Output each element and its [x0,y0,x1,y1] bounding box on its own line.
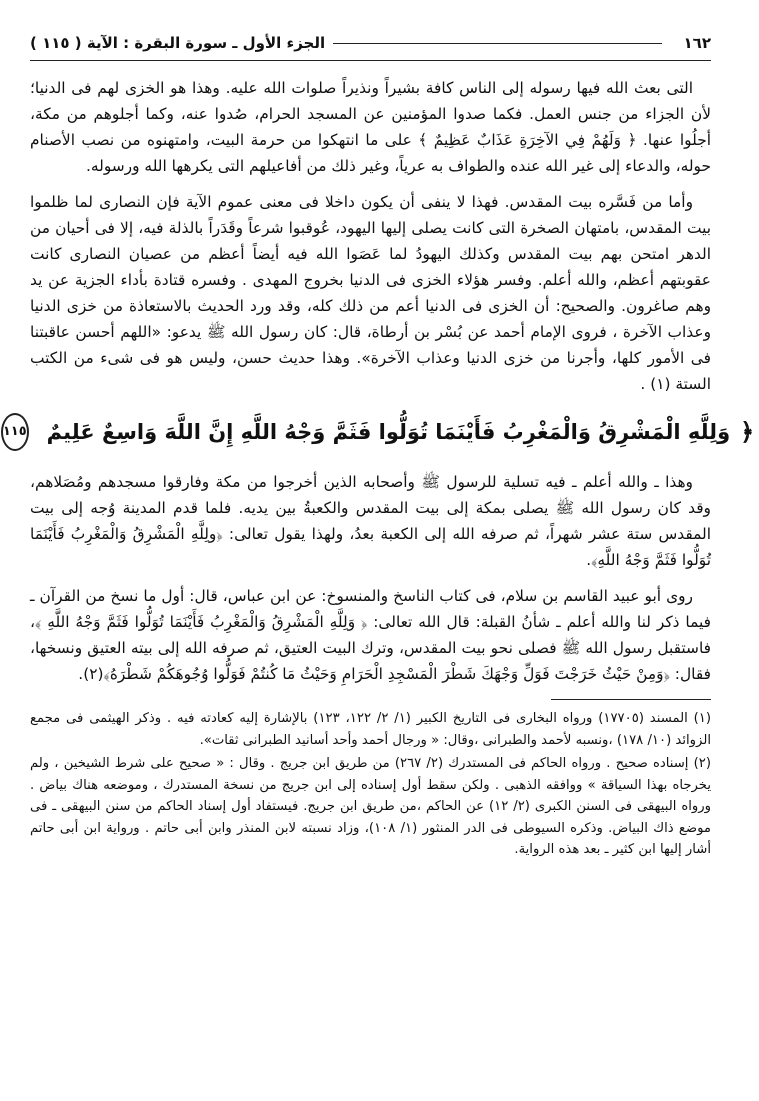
running-header [30,30,711,61]
ayah-open-bracket: ﴿ [740,418,755,446]
footnote-separator [551,699,711,700]
main-text [2,75,755,687]
paragraph: روى أبو عبيد القاسم بن سلام، فى كتاب الناسخ والمنسوخ: عن ابن عباس، قال: أول ما نسخ من القرآن ـ فيما ذكر لنا والله أعلم ـ شأنُ القبلة: قال الله تعالى: ﴿ وَلِلَّهِ الْمَشْرِقُ وَالْمَغْرِبُ فَأَيْنَمَا تُوَلُّوا فَثَمَّ وَجْهُ اللَّهِ ﴾، فاستقبل رسول الله ﷺ فصلى نحو بيت المقدس، وترك البيت العتيق، ثم صرفه الله إلى بيته العتيق ونسخها، فقال: ﴿وَمِنْ حَيْثُ خَرَجْتَ فَوَلِّ وَجْهَكَ شَطْرَ الْمَسْجِدِ الْحَرَامِ وَحَيْثُ مَا كُنتُمْ فَوَلُّوا وُجُوهَكُمْ شَطْرَهُ﴾(٢). [30,587,711,683]
running-title: الجزء الأول ـ سورة البقرة : الآية ( ١١٥ ) [30,34,326,52]
footnote: (٢) إسناده صحيح . ورواه الحاكم فى المستدرك (٢/ ٢٦٧) من طريق ابن جريج . وقال : « صحيح على شرط الشيخين ، ولم يخرجاه بهذا السياقة » ووافقه الذهبى . ولكن سقط أول إسناده إلى ابن جريج من نسخة المستدرك ، وموضعه هناك بياض . ورواه البيهقى فى السنن الكبرى (٢/ ١٢) عن الحاكم ،من طريق ابن جريج. فيستفاد أول إسناد الحاكم من سنن البيهقى ـ فى موضع ذاك البياض. وذكره السيوطى فى الدر المنثور (١/ ١٠٨)، وزاد نسبته لابن المنذر وابن أبى حاتم . ورواية ابن أبى حاتم أشار إليها ابن كثير ـ بعد هذه الرواية. [30,756,711,857]
ayah-close-bracket [0,419,1,445]
footnote: (١) المسند (١٧٧٠٥) ورواه البخارى فى التاريخ الكبير (١/ ٢/ ١٢٢، ١٢٣) بالإشارة إليه كعادته فيه . وذكر الهيثمى فى مجمع الزوائد (١٠/ ١٧٨) ،ونسبه لأحمد والطبرانى ،وقال: « ورجال أحمد وأحد أسانيد الطبرانى ثقات». [30,711,711,748]
page-number: ١٦٢ [683,34,711,52]
ayah-number-medallion: ١١٥ [1,413,29,451]
footnotes [30,708,711,861]
paragraph: التى بعث الله فيها رسوله إلى الناس كافة بشيراً ونذيراً صلوات الله عليه. وهذا هو الخزى لهم فى الدنيا؛ لأن الجزاء من جنس العمل. فكما صدوا المؤمنين عن المسجد الحرام، صُدوا عنه، وكما أجلوهم من مكة، أجلُوا عنها. ﴿ وَلَهُمْ فِي الآخِرَةِ عَذَابٌ عَظِيمٌ ﴾ على ما انتهكوا من حرمة البيت، وامتهنوه من نصب الأصنام حوله، والدعاء إلى غير الله عنده والطواف به عرياً، وغير ذلك من أفاعيلهم التى يكرهها الله ورسوله. [30,79,711,175]
header-rule [333,43,661,44]
ayah-banner [2,407,755,457]
paragraph: وهذا ـ والله أعلم ـ فيه تسلية للرسول ﷺ وأصحابه الذين أخرجوا من مكة وفارقوا مسجدهم ومُصَلاهم، وقد كان رسول الله ﷺ يصلى بمكة إلى بيت المقدس والكعبةُ بين يديه. فلما قدم المدينة وُجه إلى بيت المقدس ستة عشر شهراً، ثم صرفه الله إلى الكعبة بعدُ، ولهذا يقول تعالى: ﴿ولِلَّهِ الْمَشْرِقُ وَالْمَغْرِبُ فَأَيْنَمَا تُوَلُّوا فَثَمَّ وَجْهُ اللَّهِ﴾. [30,473,711,569]
paragraph: وأما من فَسَّره بيت المقدس. فهذا لا ينفى أن يكون داخلا فى معنى عموم الآية فإن النصارى لما ظلموا بيت المقدس، بامتهان الصخرة التى كانت يصلى إليها اليهود، عُوقبوا شرعاً وقَدَراً بالذلة فيه، إلا فى أحيان من الدهر امتحن بهم بيت المقدس وكذلك اليهودُ لما عَصَوا الله فيه أيضاً أعظم من عصيان النصارى كانت عقوبتهم أعظم، والله أعلم. وفسر هؤلاء الخزى فى الدنيا بخروج المهدى . وفسره قتادة بأداء الجزية عن يد وهم صاغرون. والصحيح: أن الخزى فى الدنيا أعم من ذلك كله، وقد ورد الحديث بالاستعاذة من خزى الدنيا وعذاب الآخرة ، فروى الإمام أحمد عن بُسْر بن أرطاة، قال: كان رسول الله ﷺ يدعو: «اللهم أحسن عاقبتنا فى الأمور كلها، وأجرنا من خزى الدنيا وعذاب الآخرة». وهذا حديث حسن، وليس هو فى شىء من الكتب الستة (١) . [30,193,711,393]
ayah-text: وَلِلَّهِ الْمَشْرِقُ وَالْمَغْرِبُ فَأَيْنَمَا تُوَلُّوا فَثَمَّ وَجْهُ اللَّهِ إِنَّ اللَّهَ وَاسِعٌ عَلِيمٌ [46,420,731,444]
